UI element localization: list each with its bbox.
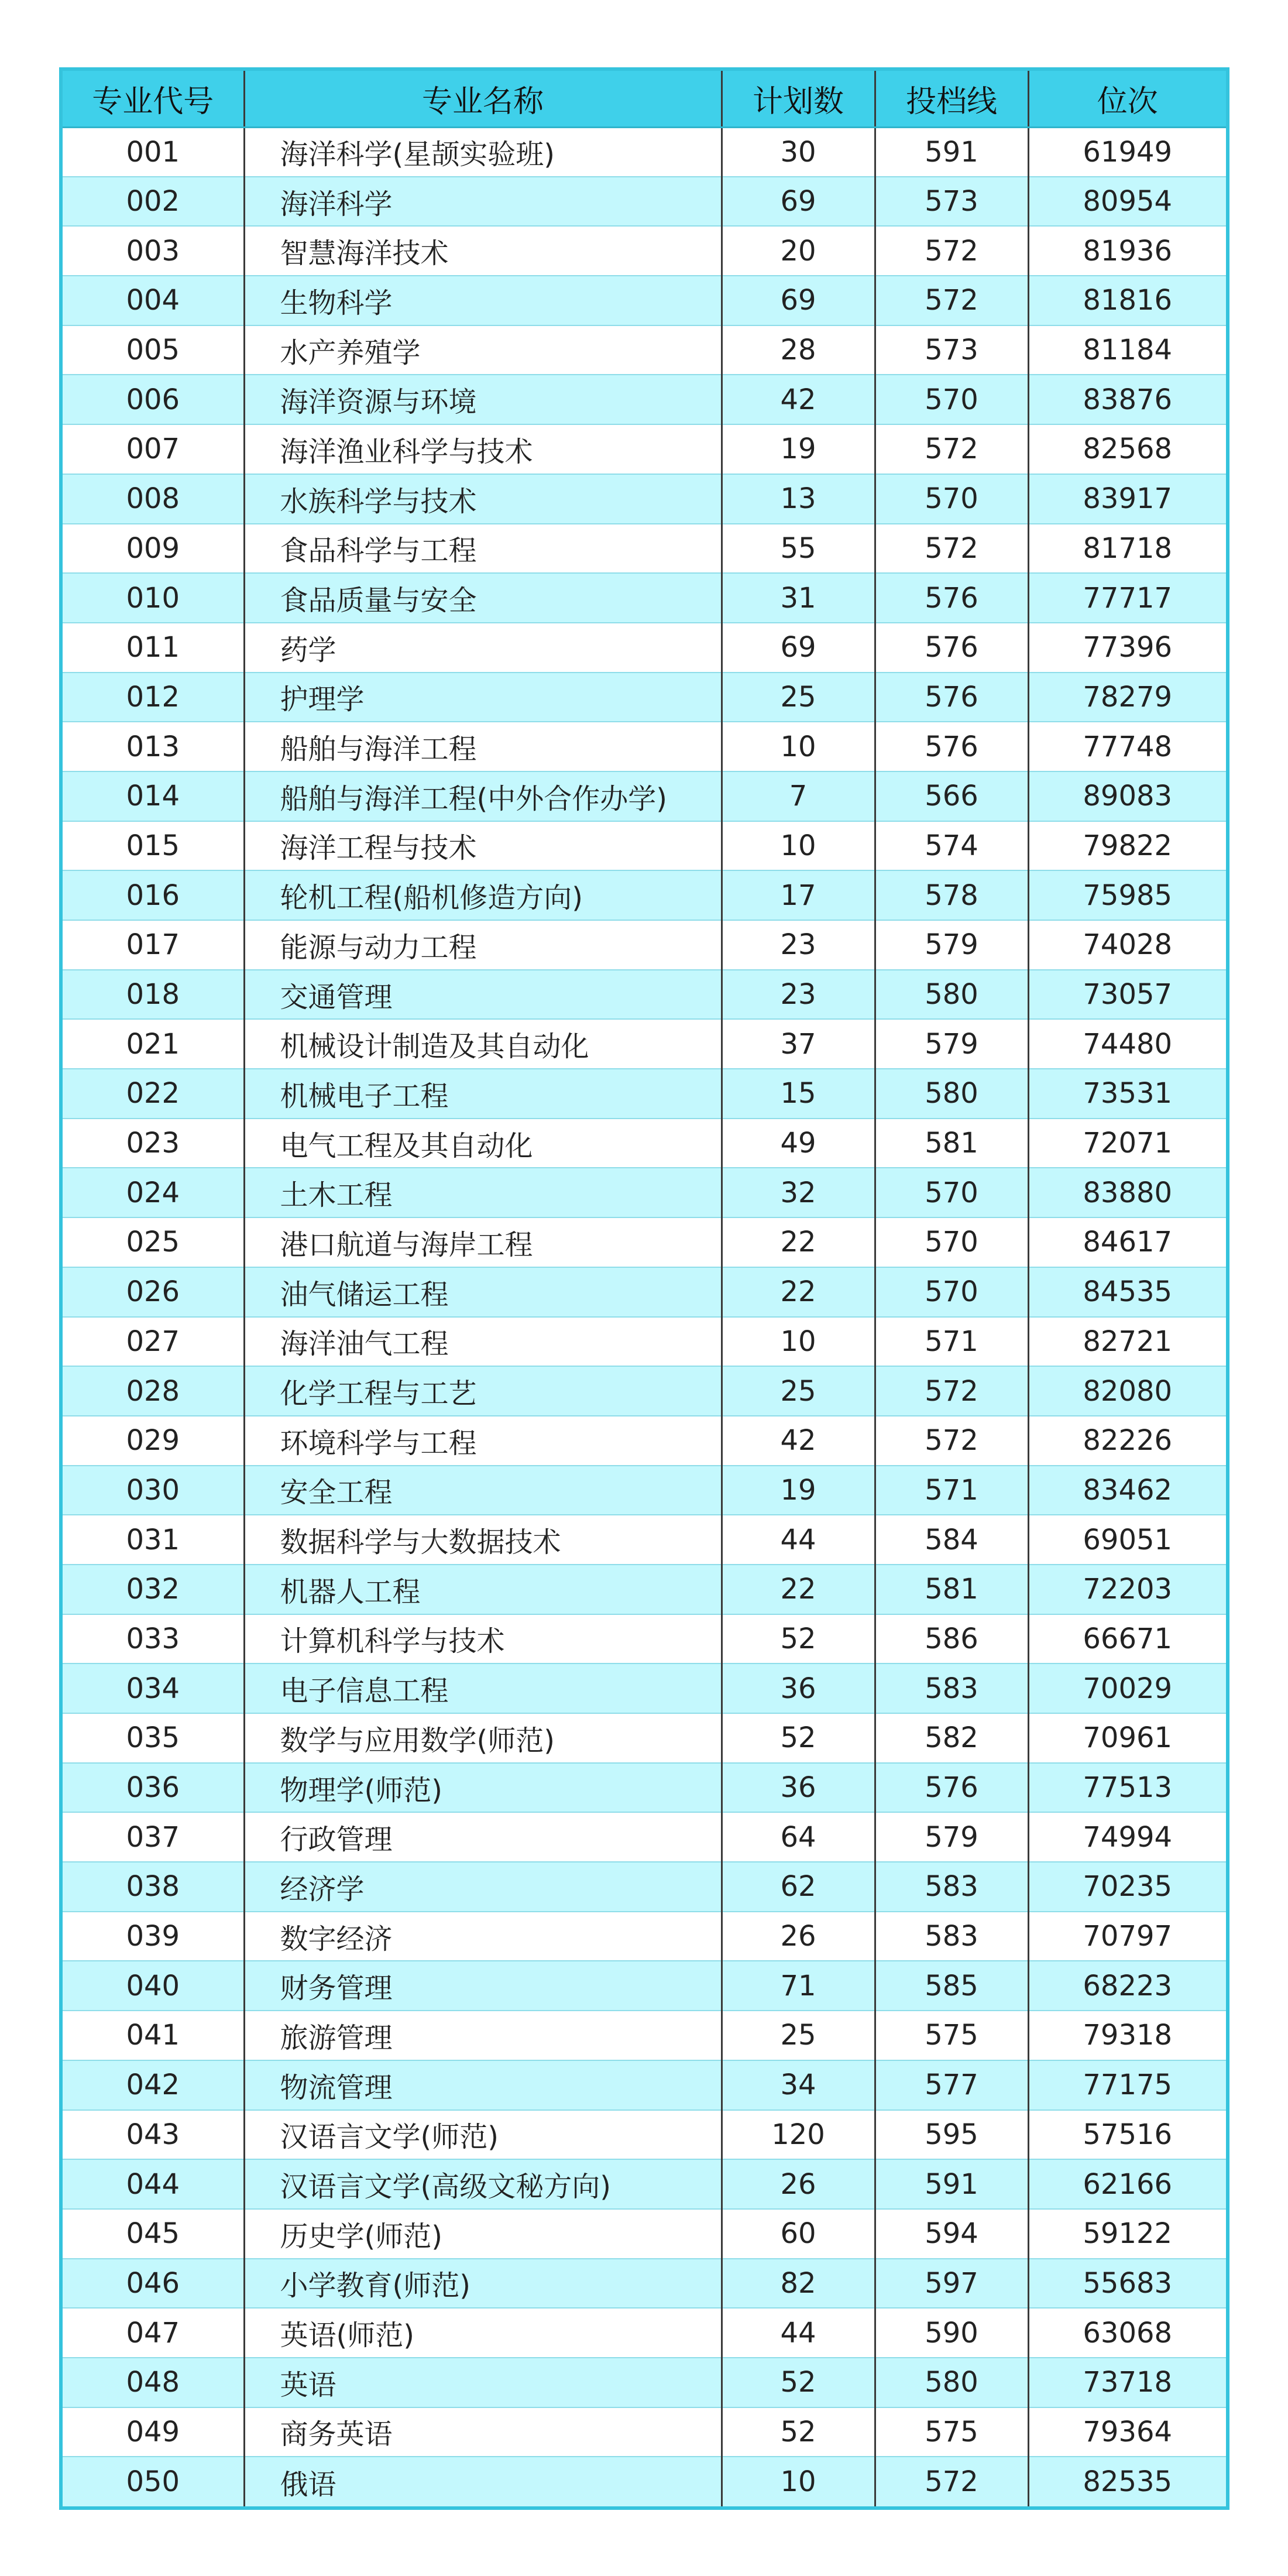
major-code-cell: 050: [63, 2457, 244, 2506]
plan-count-cell: 32: [722, 1168, 875, 1217]
major-name-cell: 汉语言文学(师范): [244, 2110, 722, 2160]
rank-cell: 81184: [1028, 325, 1226, 375]
plan-count-cell: 52: [722, 1614, 875, 1664]
major-name-cell: 海洋资源与环境: [244, 375, 722, 424]
major-name-cell: 俄语: [244, 2457, 722, 2506]
plan-count-cell: 7: [722, 771, 875, 821]
major-name-cell: 英语: [244, 2358, 722, 2407]
major-name-cell: 船舶与海洋工程(中外合作办学): [244, 771, 722, 821]
major-code-cell: 010: [63, 573, 244, 623]
major-name-cell: 计算机科学与技术: [244, 1614, 722, 1664]
cutoff-score-cell: 570: [875, 1217, 1028, 1267]
table-row: [63, 2011, 1226, 2060]
major-code-cell: 017: [63, 920, 244, 970]
rank-cell: 75985: [1028, 870, 1226, 920]
table-row: [63, 177, 1226, 227]
cutoff-score-cell: 577: [875, 2060, 1028, 2110]
admission-table-frame: [59, 67, 1229, 2510]
cutoff-score-cell: 573: [875, 325, 1028, 375]
major-code-cell: 044: [63, 2159, 244, 2209]
rank-cell: 82721: [1028, 1317, 1226, 1367]
plan-count-cell: 52: [722, 2358, 875, 2407]
major-name-cell: 油气储运工程: [244, 1267, 722, 1317]
major-name-cell: 电气工程及其自动化: [244, 1119, 722, 1168]
table-row: [63, 722, 1226, 771]
cutoff-score-cell: 580: [875, 970, 1028, 1020]
plan-count-cell: 26: [722, 2159, 875, 2209]
rank-cell: 59122: [1028, 2209, 1226, 2259]
plan-count-cell: 71: [722, 1961, 875, 2011]
major-code-cell: 033: [63, 1614, 244, 1664]
rank-cell: 83880: [1028, 1168, 1226, 1217]
table-row: [63, 226, 1226, 276]
rank-cell: 61949: [1028, 127, 1226, 177]
table-row: [63, 673, 1226, 722]
table-row: [63, 2308, 1226, 2358]
table-row: [63, 970, 1226, 1020]
rank-cell: 62166: [1028, 2159, 1226, 2209]
rank-cell: 72071: [1028, 1119, 1226, 1168]
cutoff-score-cell: 578: [875, 870, 1028, 920]
rank-cell: 79364: [1028, 2407, 1226, 2457]
table-row: [63, 573, 1226, 623]
cutoff-score-cell: 591: [875, 127, 1028, 177]
table-row: [63, 2457, 1226, 2506]
plan-count-cell: 31: [722, 573, 875, 623]
cutoff-score-cell: 572: [875, 2457, 1028, 2506]
major-name-cell: 电子信息工程: [244, 1663, 722, 1713]
plan-count-cell: 69: [722, 276, 875, 325]
major-name-cell: 历史学(师范): [244, 2209, 722, 2259]
major-code-cell: 031: [63, 1515, 244, 1565]
rank-cell: 68223: [1028, 1961, 1226, 2011]
rank-cell: 82080: [1028, 1366, 1226, 1416]
plan-count-cell: 44: [722, 2308, 875, 2358]
major-code-cell: 048: [63, 2358, 244, 2407]
major-code-cell: 043: [63, 2110, 244, 2160]
plan-count-cell: 60: [722, 2209, 875, 2259]
table-row: [63, 1416, 1226, 1466]
cutoff-score-cell: 572: [875, 1366, 1028, 1416]
major-name-cell: 药学: [244, 623, 722, 673]
cutoff-score-cell: 572: [875, 1416, 1028, 1466]
major-name-cell: 物流管理: [244, 2060, 722, 2110]
rank-cell: 77748: [1028, 722, 1226, 771]
major-name-cell: 海洋工程与技术: [244, 821, 722, 871]
table-row: [63, 2110, 1226, 2160]
major-code-cell: 029: [63, 1416, 244, 1466]
major-name-cell: 食品科学与工程: [244, 524, 722, 574]
plan-count-cell: 19: [722, 424, 875, 474]
major-code-cell: 002: [63, 177, 244, 227]
cutoff-score-cell: 581: [875, 1565, 1028, 1614]
major-code-cell: 038: [63, 1862, 244, 1912]
cutoff-score-cell: 576: [875, 1763, 1028, 1813]
header-plan-count: 计划数: [722, 71, 875, 127]
major-code-cell: 023: [63, 1119, 244, 1168]
major-name-cell: 食品质量与安全: [244, 573, 722, 623]
major-code-cell: 025: [63, 1217, 244, 1267]
major-name-cell: 安全工程: [244, 1466, 722, 1515]
major-name-cell: 水产养殖学: [244, 325, 722, 375]
table-row: [63, 276, 1226, 325]
plan-count-cell: 82: [722, 2259, 875, 2309]
table-row: [63, 1168, 1226, 1217]
rank-cell: 70235: [1028, 1862, 1226, 1912]
major-name-cell: 小学教育(师范): [244, 2259, 722, 2309]
major-code-cell: 045: [63, 2209, 244, 2259]
plan-count-cell: 22: [722, 1217, 875, 1267]
rank-cell: 82568: [1028, 424, 1226, 474]
major-name-cell: 经济学: [244, 1862, 722, 1912]
table-row: [63, 1466, 1226, 1515]
plan-count-cell: 52: [722, 2407, 875, 2457]
plan-count-cell: 22: [722, 1267, 875, 1317]
cutoff-score-cell: 572: [875, 276, 1028, 325]
major-code-cell: 026: [63, 1267, 244, 1317]
major-name-cell: 能源与动力工程: [244, 920, 722, 970]
cutoff-score-cell: 574: [875, 821, 1028, 871]
major-code-cell: 016: [63, 870, 244, 920]
cutoff-score-cell: 571: [875, 1466, 1028, 1515]
table-row: [63, 474, 1226, 524]
table-row: [63, 1366, 1226, 1416]
table-row: [63, 1317, 1226, 1367]
rank-cell: 77175: [1028, 2060, 1226, 2110]
rank-cell: 80954: [1028, 177, 1226, 227]
rank-cell: 79822: [1028, 821, 1226, 871]
major-code-cell: 018: [63, 970, 244, 1020]
major-code-cell: 001: [63, 127, 244, 177]
plan-count-cell: 52: [722, 1713, 875, 1763]
cutoff-score-cell: 566: [875, 771, 1028, 821]
cutoff-score-cell: 583: [875, 1912, 1028, 1961]
major-name-cell: 海洋渔业科学与技术: [244, 424, 722, 474]
plan-count-cell: 10: [722, 722, 875, 771]
rank-cell: 73531: [1028, 1069, 1226, 1119]
table-row: [63, 1812, 1226, 1862]
plan-count-cell: 36: [722, 1763, 875, 1813]
table-row: [63, 1565, 1226, 1614]
major-name-cell: 财务管理: [244, 1961, 722, 2011]
rank-cell: 84535: [1028, 1267, 1226, 1317]
cutoff-score-cell: 572: [875, 226, 1028, 276]
major-name-cell: 商务英语: [244, 2407, 722, 2457]
major-code-cell: 005: [63, 325, 244, 375]
cutoff-score-cell: 570: [875, 1267, 1028, 1317]
table-row: [63, 2209, 1226, 2259]
major-name-cell: 数字经济: [244, 1912, 722, 1961]
major-code-cell: 049: [63, 2407, 244, 2457]
major-name-cell: 生物科学: [244, 276, 722, 325]
table-row: [63, 1614, 1226, 1664]
rank-cell: 84617: [1028, 1217, 1226, 1267]
major-name-cell: 轮机工程(船机修造方向): [244, 870, 722, 920]
admission-score-table: [63, 71, 1226, 2506]
major-code-cell: 046: [63, 2259, 244, 2309]
table-header-row: [63, 71, 1226, 127]
cutoff-score-cell: 595: [875, 2110, 1028, 2160]
cutoff-score-cell: 570: [875, 375, 1028, 424]
header-major-code: 专业代号: [63, 71, 244, 127]
rank-cell: 70961: [1028, 1713, 1226, 1763]
major-code-cell: 028: [63, 1366, 244, 1416]
table-row: [63, 1267, 1226, 1317]
rank-cell: 69051: [1028, 1515, 1226, 1565]
major-code-cell: 034: [63, 1663, 244, 1713]
cutoff-score-cell: 576: [875, 673, 1028, 722]
major-code-cell: 047: [63, 2308, 244, 2358]
table-row: [63, 1862, 1226, 1912]
major-code-cell: 041: [63, 2011, 244, 2060]
cutoff-score-cell: 579: [875, 1812, 1028, 1862]
major-name-cell: 护理学: [244, 673, 722, 722]
table-row: [63, 2259, 1226, 2309]
cutoff-score-cell: 576: [875, 623, 1028, 673]
rank-cell: 78279: [1028, 673, 1226, 722]
cutoff-score-cell: 570: [875, 474, 1028, 524]
plan-count-cell: 69: [722, 623, 875, 673]
major-name-cell: 水族科学与技术: [244, 474, 722, 524]
major-code-cell: 035: [63, 1713, 244, 1763]
plan-count-cell: 22: [722, 1565, 875, 1614]
table-body: [63, 127, 1226, 2506]
major-code-cell: 003: [63, 226, 244, 276]
major-code-cell: 014: [63, 771, 244, 821]
table-row: [63, 1961, 1226, 2011]
plan-count-cell: 10: [722, 2457, 875, 2506]
major-code-cell: 006: [63, 375, 244, 424]
rank-cell: 72203: [1028, 1565, 1226, 1614]
cutoff-score-cell: 594: [875, 2209, 1028, 2259]
plan-count-cell: 17: [722, 870, 875, 920]
plan-count-cell: 55: [722, 524, 875, 574]
cutoff-score-cell: 583: [875, 1663, 1028, 1713]
header-rank: 位次: [1028, 71, 1226, 127]
major-code-cell: 027: [63, 1317, 244, 1367]
table-row: [63, 920, 1226, 970]
plan-count-cell: 30: [722, 127, 875, 177]
plan-count-cell: 13: [722, 474, 875, 524]
major-name-cell: 机械电子工程: [244, 1069, 722, 1119]
cutoff-score-cell: 579: [875, 1019, 1028, 1069]
major-code-cell: 024: [63, 1168, 244, 1217]
major-code-cell: 012: [63, 673, 244, 722]
plan-count-cell: 23: [722, 970, 875, 1020]
major-name-cell: 数学与应用数学(师范): [244, 1713, 722, 1763]
major-name-cell: 行政管理: [244, 1812, 722, 1862]
cutoff-score-cell: 583: [875, 1862, 1028, 1912]
cutoff-score-cell: 579: [875, 920, 1028, 970]
table-row: [63, 771, 1226, 821]
plan-count-cell: 23: [722, 920, 875, 970]
plan-count-cell: 10: [722, 1317, 875, 1367]
rank-cell: 79318: [1028, 2011, 1226, 2060]
table-row: [63, 1019, 1226, 1069]
major-code-cell: 011: [63, 623, 244, 673]
plan-count-cell: 10: [722, 821, 875, 871]
rank-cell: 83462: [1028, 1466, 1226, 1515]
major-code-cell: 007: [63, 424, 244, 474]
cutoff-score-cell: 581: [875, 1119, 1028, 1168]
rank-cell: 77513: [1028, 1763, 1226, 1813]
plan-count-cell: 25: [722, 673, 875, 722]
rank-cell: 83917: [1028, 474, 1226, 524]
plan-count-cell: 62: [722, 1862, 875, 1912]
rank-cell: 66671: [1028, 1614, 1226, 1664]
major-code-cell: 032: [63, 1565, 244, 1614]
plan-count-cell: 19: [722, 1466, 875, 1515]
plan-count-cell: 64: [722, 1812, 875, 1862]
rank-cell: 57516: [1028, 2110, 1226, 2160]
major-code-cell: 009: [63, 524, 244, 574]
plan-count-cell: 120: [722, 2110, 875, 2160]
table-row: [63, 1713, 1226, 1763]
cutoff-score-cell: 584: [875, 1515, 1028, 1565]
major-code-cell: 021: [63, 1019, 244, 1069]
cutoff-score-cell: 597: [875, 2259, 1028, 2309]
rank-cell: 77717: [1028, 573, 1226, 623]
table-row: [63, 127, 1226, 177]
table-row: [63, 2060, 1226, 2110]
plan-count-cell: 42: [722, 375, 875, 424]
table-row: [63, 1763, 1226, 1813]
rank-cell: 74994: [1028, 1812, 1226, 1862]
cutoff-score-cell: 572: [875, 524, 1028, 574]
cutoff-score-cell: 571: [875, 1317, 1028, 1367]
rank-cell: 83876: [1028, 375, 1226, 424]
major-name-cell: 交通管理: [244, 970, 722, 1020]
table-row: [63, 821, 1226, 871]
table-row: [63, 623, 1226, 673]
cutoff-score-cell: 570: [875, 1168, 1028, 1217]
major-name-cell: 旅游管理: [244, 2011, 722, 2060]
major-code-cell: 040: [63, 1961, 244, 2011]
major-name-cell: 汉语言文学(高级文秘方向): [244, 2159, 722, 2209]
plan-count-cell: 37: [722, 1019, 875, 1069]
rank-cell: 74480: [1028, 1019, 1226, 1069]
major-name-cell: 环境科学与工程: [244, 1416, 722, 1466]
cutoff-score-cell: 582: [875, 1713, 1028, 1763]
major-name-cell: 海洋科学(星颉实验班): [244, 127, 722, 177]
major-name-cell: 海洋油气工程: [244, 1317, 722, 1367]
plan-count-cell: 25: [722, 1366, 875, 1416]
table-row: [63, 1515, 1226, 1565]
major-name-cell: 机器人工程: [244, 1565, 722, 1614]
rank-cell: 82226: [1028, 1416, 1226, 1466]
table-row: [63, 1663, 1226, 1713]
major-code-cell: 042: [63, 2060, 244, 2110]
table-row: [63, 2407, 1226, 2457]
major-name-cell: 化学工程与工艺: [244, 1366, 722, 1416]
table-row: [63, 1217, 1226, 1267]
table-row: [63, 1912, 1226, 1961]
major-name-cell: 机械设计制造及其自动化: [244, 1019, 722, 1069]
major-code-cell: 015: [63, 821, 244, 871]
cutoff-score-cell: 586: [875, 1614, 1028, 1664]
major-code-cell: 036: [63, 1763, 244, 1813]
cutoff-score-cell: 573: [875, 177, 1028, 227]
major-name-cell: 英语(师范): [244, 2308, 722, 2358]
rank-cell: 70797: [1028, 1912, 1226, 1961]
cutoff-score-cell: 580: [875, 1069, 1028, 1119]
major-code-cell: 004: [63, 276, 244, 325]
cutoff-score-cell: 585: [875, 1961, 1028, 2011]
cutoff-score-cell: 572: [875, 424, 1028, 474]
plan-count-cell: 25: [722, 2011, 875, 2060]
major-name-cell: 物理学(师范): [244, 1763, 722, 1813]
major-code-cell: 008: [63, 474, 244, 524]
rank-cell: 81816: [1028, 276, 1226, 325]
major-code-cell: 039: [63, 1912, 244, 1961]
rank-cell: 82535: [1028, 2457, 1226, 2506]
rank-cell: 81936: [1028, 226, 1226, 276]
major-name-cell: 智慧海洋技术: [244, 226, 722, 276]
rank-cell: 70029: [1028, 1663, 1226, 1713]
plan-count-cell: 15: [722, 1069, 875, 1119]
plan-count-cell: 26: [722, 1912, 875, 1961]
major-code-cell: 030: [63, 1466, 244, 1515]
rank-cell: 77396: [1028, 623, 1226, 673]
rank-cell: 73718: [1028, 2358, 1226, 2407]
major-name-cell: 土木工程: [244, 1168, 722, 1217]
header-cutoff-score: 投档线: [875, 71, 1028, 127]
major-name-cell: 船舶与海洋工程: [244, 722, 722, 771]
plan-count-cell: 69: [722, 177, 875, 227]
cutoff-score-cell: 575: [875, 2011, 1028, 2060]
header-major-name: 专业名称: [244, 71, 722, 127]
rank-cell: 81718: [1028, 524, 1226, 574]
rank-cell: 74028: [1028, 920, 1226, 970]
cutoff-score-cell: 591: [875, 2159, 1028, 2209]
plan-count-cell: 49: [722, 1119, 875, 1168]
plan-count-cell: 36: [722, 1663, 875, 1713]
cutoff-score-cell: 590: [875, 2308, 1028, 2358]
plan-count-cell: 28: [722, 325, 875, 375]
major-name-cell: 数据科学与大数据技术: [244, 1515, 722, 1565]
table-row: [63, 325, 1226, 375]
major-name-cell: 海洋科学: [244, 177, 722, 227]
table-row: [63, 524, 1226, 574]
plan-count-cell: 42: [722, 1416, 875, 1466]
cutoff-score-cell: 575: [875, 2407, 1028, 2457]
major-name-cell: 港口航道与海岸工程: [244, 1217, 722, 1267]
table-row: [63, 870, 1226, 920]
rank-cell: 73057: [1028, 970, 1226, 1020]
cutoff-score-cell: 576: [875, 573, 1028, 623]
plan-count-cell: 20: [722, 226, 875, 276]
table-row: [63, 1069, 1226, 1119]
cutoff-score-cell: 576: [875, 722, 1028, 771]
rank-cell: 55683: [1028, 2259, 1226, 2309]
major-code-cell: 037: [63, 1812, 244, 1862]
major-code-cell: 022: [63, 1069, 244, 1119]
table-row: [63, 2358, 1226, 2407]
major-code-cell: 013: [63, 722, 244, 771]
table-row: [63, 424, 1226, 474]
rank-cell: 89083: [1028, 771, 1226, 821]
rank-cell: 63068: [1028, 2308, 1226, 2358]
table-row: [63, 1119, 1226, 1168]
table-row: [63, 2159, 1226, 2209]
cutoff-score-cell: 580: [875, 2358, 1028, 2407]
plan-count-cell: 44: [722, 1515, 875, 1565]
table-row: [63, 375, 1226, 424]
plan-count-cell: 34: [722, 2060, 875, 2110]
